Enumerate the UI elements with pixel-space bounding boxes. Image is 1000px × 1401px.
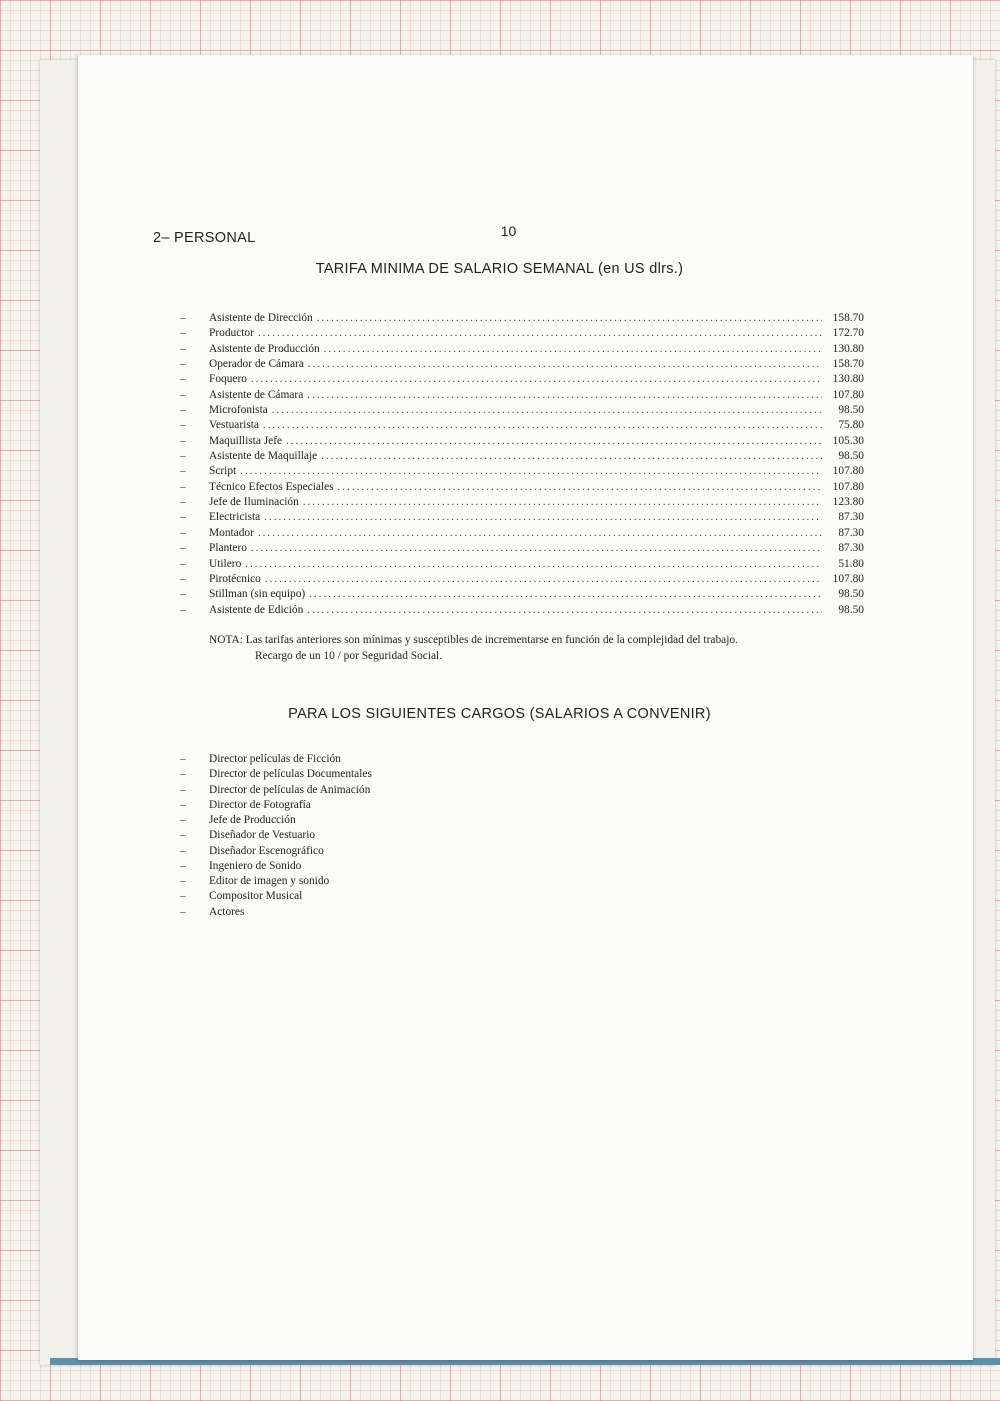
salary-amount: 158.70 [832,358,864,371]
role-name: Jefe de Iluminación [209,496,299,509]
role-name: Plantero [209,542,247,555]
salary-row [180,372,864,387]
salary-amount: 98.50 [838,450,864,463]
salary-amount: 158.70 [832,312,864,324]
page-number: 10 [500,223,517,239]
dot-leader [258,526,822,541]
role-name: Asistente de Dirección [209,312,313,324]
dot-leader [240,464,822,479]
list-dash: – [180,814,186,826]
salary-amount: 130.80 [832,373,864,386]
dot-leader [303,495,822,510]
role-name: Asistente de Edición [209,603,304,616]
salary-row [180,311,864,326]
salary-row [180,449,864,464]
list-dash: – [180,373,186,386]
list-dash: – [180,511,186,524]
salary-amount: 107.80 [832,465,864,478]
list-dash: – [180,542,186,555]
list-dash: – [180,404,186,417]
salary-amount: 107.80 [832,572,864,585]
note-line-2: Recargo de un 10 / por Seguridad Social. [255,649,443,662]
negotiable-positions-title: PARA LOS SIGUIENTES CARGOS (SALARIOS A CONVENIR) [288,706,711,722]
position-item [180,859,372,874]
role-name: Pirotécnico [209,572,261,585]
list-dash: – [180,312,186,324]
position-name: Jefe de Producción [209,814,296,826]
salary-row [180,342,864,357]
salary-row [180,357,864,372]
salary-row [180,603,864,618]
salary-row [180,587,864,602]
list-dash: – [180,875,186,887]
role-name: Microfonista [209,404,268,417]
salary-amount: 172.70 [832,327,864,340]
salary-row [180,495,864,510]
list-dash: – [180,588,186,601]
list-dash: – [180,859,186,872]
salary-row [180,541,864,556]
dot-leader [307,603,822,618]
position-name: Director de películas Documentales [209,768,372,781]
position-name: Director de películas de Animación [209,783,371,796]
position-name: Director de Fotografía [209,798,311,811]
salary-amount: 98.50 [838,588,864,601]
dot-leader [321,449,822,464]
position-item [180,844,372,859]
position-item [180,767,372,782]
role-name: Vestuarista [209,419,259,432]
dot-leader [286,434,822,449]
role-name: Asistente de Maquillaje [209,450,318,463]
position-name: Compositor Musical [209,890,303,903]
list-dash: – [180,496,186,509]
salary-amount: 87.30 [838,511,864,524]
salary-amount: 51.80 [838,557,864,570]
role-name: Asistente de Producción [209,342,320,355]
dot-leader [263,418,822,433]
salary-amount: 123.80 [832,496,864,509]
dot-leader [307,388,822,403]
dot-leader [251,372,822,387]
list-dash: – [180,557,186,570]
list-dash: – [180,753,186,765]
dot-leader [272,403,822,418]
list-dash: – [180,905,186,918]
salary-row [180,572,864,587]
salary-row [180,418,864,433]
list-dash: – [180,465,186,478]
list-dash: – [180,844,186,857]
position-item [180,813,372,828]
salary-amount: 87.30 [838,526,864,539]
position-name: Diseñador de Vestuario [209,829,316,842]
salary-list [180,311,864,618]
list-dash: – [180,798,186,811]
role-name: Electricista [209,511,261,524]
role-name: Asistente de Cámara [209,388,304,401]
salary-row [180,526,864,541]
dot-leader [309,587,822,602]
position-item [180,783,372,798]
list-dash: – [180,603,186,616]
dot-leader [308,357,822,372]
list-dash: – [180,450,186,463]
role-name: Técnico Efectos Especiales [209,480,334,493]
salary-amount: 107.80 [832,480,864,493]
position-item [180,905,372,920]
list-dash: – [180,829,186,842]
list-dash: – [180,526,186,539]
dot-leader [258,326,822,341]
dot-leader [265,572,822,587]
salary-amount: 87.30 [838,542,864,555]
salary-row [180,434,864,449]
salary-amount: 98.50 [838,603,864,616]
salary-row [180,326,864,341]
position-item [180,874,372,889]
role-name: Stillman (sin equipo) [209,588,306,601]
salary-row [180,480,864,495]
list-dash: – [180,783,186,796]
section-heading: 2– PERSONAL [153,230,256,246]
position-name: Diseñador Escenográfico [209,844,324,857]
dot-leader [264,510,822,525]
list-dash: – [180,480,186,493]
dot-leader [245,557,822,572]
position-item [180,828,372,843]
position-item [180,752,372,767]
salary-amount: 130.80 [832,342,864,355]
note [209,633,869,664]
salary-row [180,464,864,479]
role-name: Utilero [209,557,242,570]
role-name: Maquillista Jefe [209,434,283,447]
salary-amount: 98.50 [838,404,864,417]
role-name: Foquero [209,373,247,386]
list-dash: – [180,890,186,903]
role-name: Productor [209,327,254,340]
role-name: Script [209,465,237,478]
list-dash: – [180,327,186,340]
list-dash: – [180,768,186,781]
position-item [180,798,372,813]
salary-amount: 105.30 [832,434,864,447]
list-dash: – [180,388,186,401]
dot-leader [317,311,822,326]
salary-row [180,510,864,525]
dot-leader [338,480,822,495]
salary-row [180,403,864,418]
note-line-1: NOTA: Las tarifas anteriores son mínimas y susceptibles de incrementarse en función de la complejidad del trabajo. [209,634,738,646]
position-name: Actores [209,905,245,918]
document-page [78,55,973,1360]
negotiable-positions-list [180,752,372,920]
list-dash: – [180,434,186,447]
dot-leader [324,342,822,357]
list-dash: – [180,342,186,355]
position-name: Editor de imagen y sonido [209,875,330,887]
position-item [180,889,372,904]
list-dash: – [180,358,186,371]
salary-amount: 75.80 [838,419,864,432]
salary-row [180,388,864,403]
salary-amount: 107.80 [832,388,864,401]
position-name: Director películas de Ficción [209,753,341,765]
role-name: Operador de Cámara [209,358,304,371]
dot-leader [251,541,822,556]
list-dash: – [180,572,186,585]
list-dash: – [180,419,186,432]
salary-row [180,557,864,572]
position-name: Ingeniero de Sonido [209,859,302,872]
role-name: Montador [209,526,254,539]
salary-table-title: TARIFA MINIMA DE SALARIO SEMANAL (en US dlrs.) [315,261,684,277]
